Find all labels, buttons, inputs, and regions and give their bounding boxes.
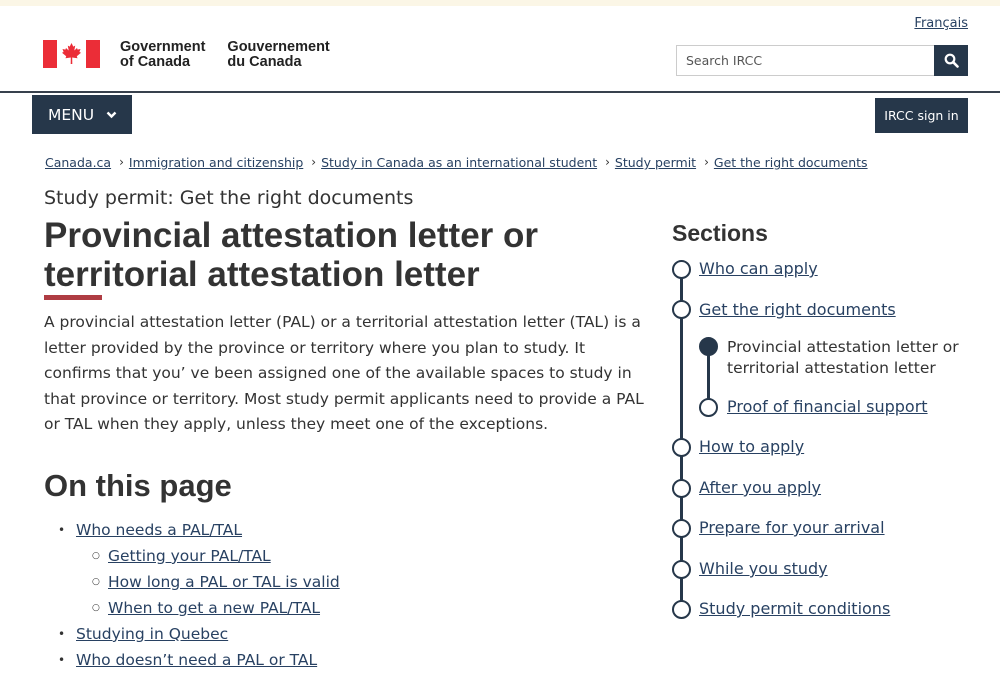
section-link[interactable]: Who can apply — [699, 259, 818, 278]
section-step — [699, 437, 804, 456]
list-item — [58, 621, 340, 647]
language-toggle-link[interactable]: Français — [914, 16, 968, 31]
current-section-label: Provincial attestation letter or territorial attestation letter — [727, 338, 959, 377]
section-link[interactable]: How to apply — [699, 437, 805, 456]
section-link[interactable]: Proof of financial support — [727, 397, 928, 416]
wordmark-en: Government of Canada — [120, 39, 206, 70]
canada-flag-icon — [43, 40, 100, 68]
on-this-page-list — [58, 517, 340, 673]
menu-button[interactable] — [32, 95, 132, 134]
section-step — [699, 300, 896, 319]
section-link[interactable]: Prepare for your arrival — [699, 518, 885, 537]
page-title: Provincial attestation letter or territorial attestation letter — [44, 216, 539, 294]
top-strip — [0, 0, 1000, 6]
breadcrumb-link[interactable]: Study in Canada as an international student — [321, 155, 598, 170]
toc-link[interactable]: Studying in Quebec — [76, 625, 229, 643]
section-step — [699, 478, 821, 497]
toc-link[interactable]: Who needs a PAL/TAL — [76, 521, 243, 539]
current-step-dot-icon — [699, 337, 718, 356]
menu-label: MENU — [48, 105, 95, 124]
search-input[interactable] — [676, 45, 934, 76]
section-link[interactable]: After you apply — [699, 478, 822, 497]
intro-paragraph: A provincial attestation letter (PAL) or a territorial attestation letter (TAL) is a letter provided by the province or territory where you plan to study. It confirms that you’ ve been assigned one of the available spaces to study in that province or territory. Most study permit applicants need to provide a PAL or TAL when they apply, unless they meet one of the exceptions. — [44, 313, 644, 433]
bullet-icon: • — [58, 523, 66, 537]
chevron-right-icon: › — [704, 155, 709, 169]
bullet-icon: • — [58, 627, 66, 641]
step-dot-icon — [672, 300, 691, 319]
search-bar — [676, 45, 968, 76]
chevron-right-icon: › — [119, 155, 124, 169]
sections-heading: Sections — [672, 220, 768, 246]
step-dot-icon — [672, 519, 691, 538]
section-step — [699, 559, 828, 578]
bullet-icon: • — [58, 653, 66, 667]
circle-bullet-icon: ○ — [92, 603, 100, 613]
toc-link[interactable]: Who doesn’t need a PAL or TAL — [76, 651, 318, 669]
list-item — [58, 595, 340, 621]
section-link[interactable]: Study permit conditions — [699, 599, 891, 618]
step-dot-icon — [699, 398, 718, 417]
circle-bullet-icon: ○ — [92, 551, 100, 561]
section-step — [699, 518, 885, 537]
on-this-page-heading: On this page — [44, 468, 232, 503]
toc-link[interactable]: Getting your PAL/TAL — [108, 547, 271, 565]
header-divider — [0, 91, 1000, 93]
search-icon — [944, 53, 959, 68]
chevron-down-icon — [106, 111, 117, 119]
title-underline — [44, 295, 102, 300]
list-item — [58, 517, 340, 543]
step-dot-icon — [672, 438, 691, 457]
wordmark-fr: Gouvernement du Canada — [227, 39, 330, 70]
breadcrumb-link[interactable]: Get the right documents — [713, 155, 868, 170]
list-item — [58, 647, 340, 673]
section-step — [699, 259, 818, 278]
chevron-right-icon: › — [311, 155, 317, 169]
circle-bullet-icon: ○ — [92, 577, 100, 587]
step-dot-icon — [672, 560, 691, 579]
ircc-sign-in-button[interactable]: IRCC sign in — [875, 98, 968, 133]
section-link[interactable]: Get the right documents — [699, 300, 896, 319]
toc-link[interactable]: How long a PAL or TAL is valid — [108, 573, 340, 591]
toc-link[interactable]: When to get a new PAL/TAL — [108, 599, 321, 617]
goc-signature[interactable] — [43, 40, 330, 70]
list-item — [58, 543, 340, 569]
breadcrumb-link[interactable]: Study permit — [614, 155, 697, 170]
section-step — [699, 599, 890, 618]
step-dot-icon — [672, 479, 691, 498]
step-dot-icon — [672, 600, 691, 619]
section-step — [727, 397, 928, 416]
step-dot-icon — [672, 260, 691, 279]
section-link[interactable]: While you study — [699, 559, 828, 578]
list-item — [58, 569, 340, 595]
breadcrumb-link[interactable]: Immigration and citizenship — [128, 155, 304, 170]
page-kicker: Study permit: Get the right documents — [44, 187, 414, 209]
chevron-right-icon: › — [605, 155, 610, 169]
breadcrumb-link[interactable]: Canada.ca — [45, 155, 112, 170]
breadcrumb — [45, 155, 868, 170]
search-button[interactable] — [934, 45, 968, 76]
